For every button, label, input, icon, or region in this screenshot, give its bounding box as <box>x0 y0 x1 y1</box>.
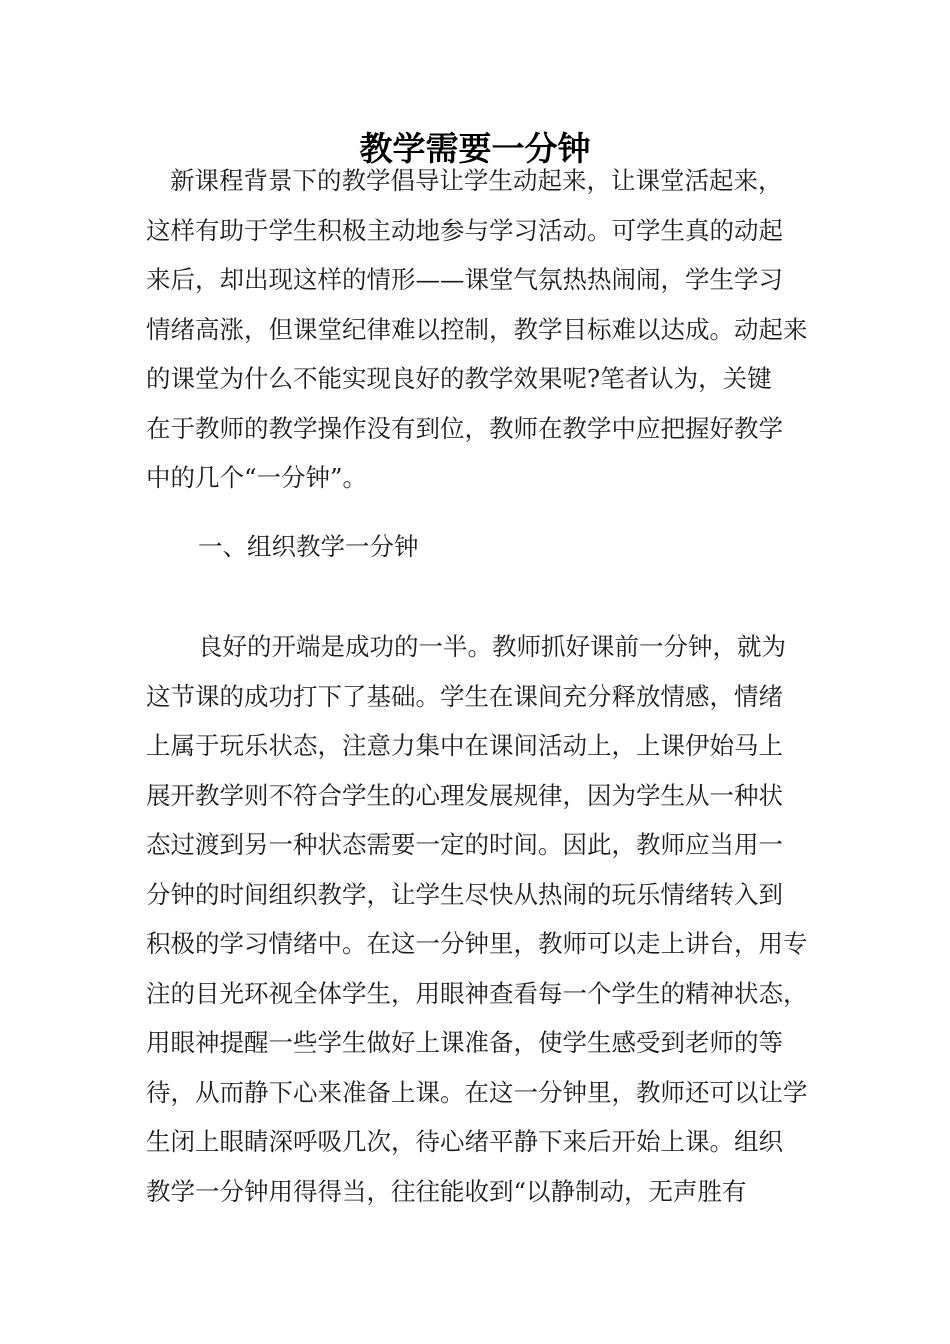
document-title: 教学需要一分钟 <box>359 129 591 168</box>
paragraph-line: 分钟的时间组织教学，让学生尽快从热闹的玩乐情绪转入到 <box>146 879 783 909</box>
paragraph-line: 良好的开端是成功的一半。教师抓好课前一分钟，就为 <box>198 632 786 661</box>
paragraph-line: 情绪高涨，但课堂纪律难以控制，教学目标难以达成。动起来 <box>146 314 808 344</box>
paragraph-line: 的课堂为什么不能实现良好的教学效果呢?笔者认为，关键 <box>146 364 772 393</box>
paragraph-line: 注的目光环视全体学生，用眼神查看每一个学生的精神状态， <box>146 978 808 1008</box>
paragraph-line: 新课程背景下的教学倡导让学生动起来，让课堂活起来， <box>170 166 783 195</box>
paragraph-line: 上属于玩乐状态，注意力集中在课间活动上，上课伊始马上 <box>146 731 783 760</box>
paragraph-line: 展开教学则不符合学生的心理发展规律，因为学生从一种状 <box>146 780 783 810</box>
paragraph-line: 这样有助于学生积极主动地参与学习活动。可学生真的动起 <box>146 215 783 245</box>
body-paragraph <box>146 622 816 1216</box>
paragraph-line: 在于教师的教学操作没有到位，教师在教学中应把握好教学 <box>146 413 783 443</box>
section-heading-text: 一、组织教学一分钟 <box>198 532 419 561</box>
paragraph-line: 积极的学习情绪中。在这一分钟里，教师可以走上讲台，用专 <box>146 929 808 958</box>
paragraph-line: 态过渡到另一种状态需要一定的时间。因此，教师应当用一 <box>146 830 783 859</box>
paragraph-line: 来后，却出现这样的情形——课堂气氛热热闹闹，学生学习 <box>146 265 783 294</box>
intro-paragraph <box>146 156 816 503</box>
paragraph-line: 中的几个“一分钟”。 <box>146 463 368 492</box>
paragraph-line: 教学一分钟用得得当，往往能收到“以静制动，无声胜有 <box>146 1176 747 1206</box>
paragraph-line: 用眼神提醒一些学生做好上课准备，使学生感受到老师的等 <box>146 1028 783 1057</box>
paragraph-line: 这节课的成功打下了基础。学生在课间充分释放情感，情绪 <box>146 681 783 711</box>
paragraph-line: 待，从而静下心来准备上课。在这一分钟里，教师还可以让学 <box>146 1077 808 1107</box>
section-heading <box>146 522 816 572</box>
paragraph-line: 生闭上眼睛深呼吸几次，待心绪平静下来后开始上课。组织 <box>146 1127 783 1156</box>
